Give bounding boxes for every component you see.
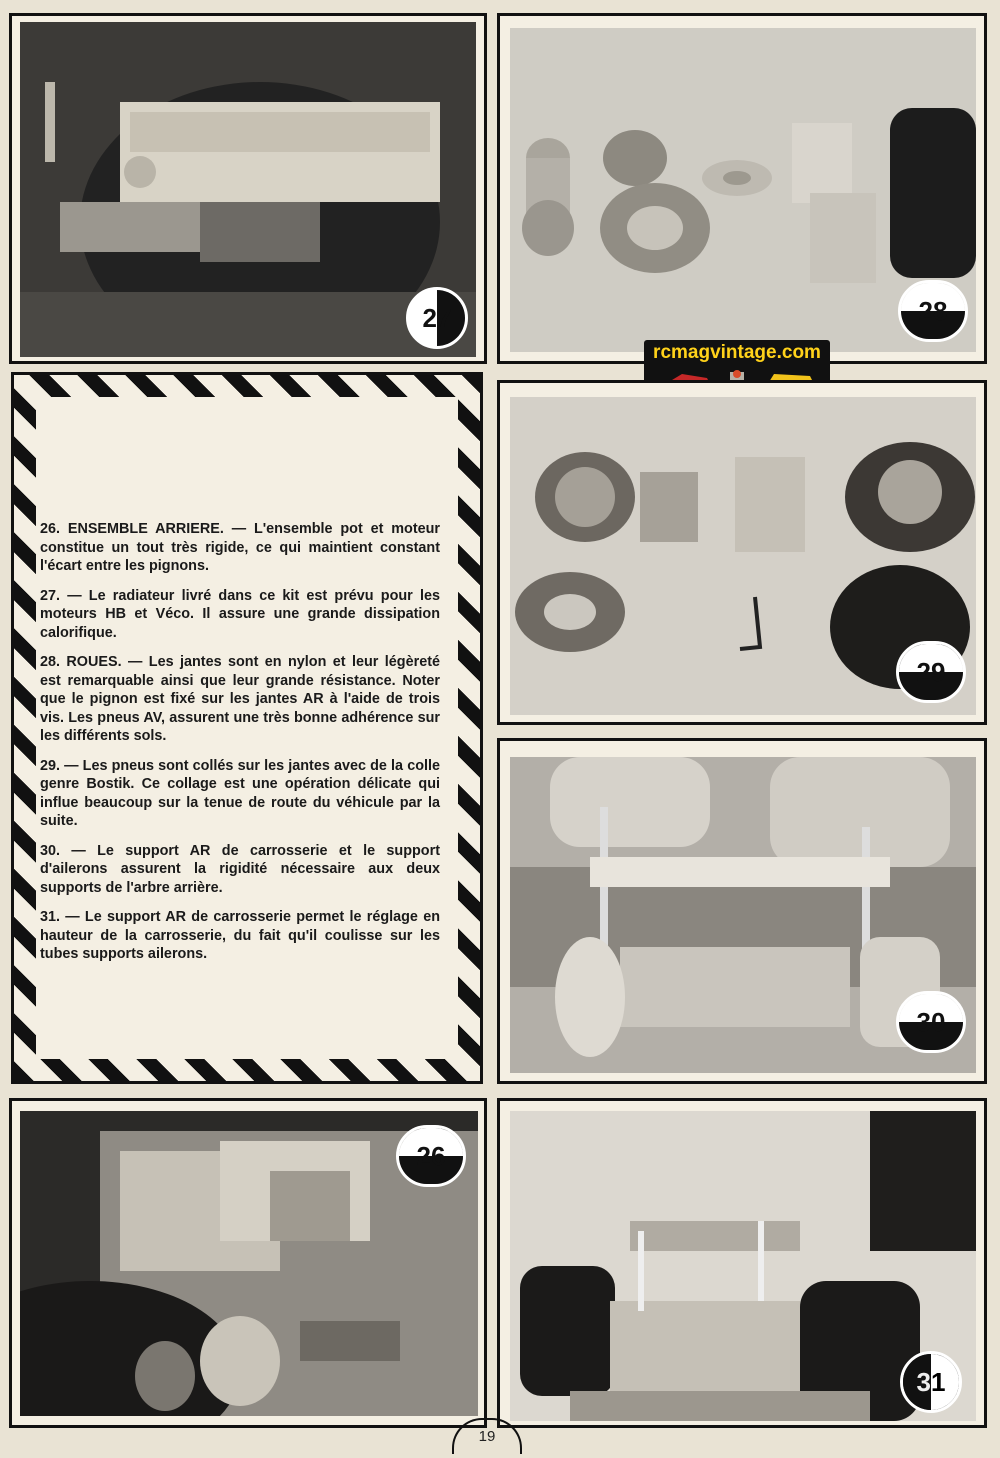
photo-number-badge-29: 29 <box>896 641 966 703</box>
paragraph-27: 27. — Le radiateur livré dans ce kit est prévu pour les moteurs HB et Véco. Il assure une grande dissipation calorifique. <box>40 587 440 641</box>
photo-30-rear-support <box>510 757 976 1073</box>
photo-frame-31 <box>497 1098 987 1428</box>
photo-frame-30 <box>497 738 987 1084</box>
photo-28-wheel-parts <box>510 28 976 352</box>
photo-27-engine-radiator <box>20 22 476 357</box>
photo-29-wheels <box>510 397 976 715</box>
photo-31-body-support <box>510 1111 976 1421</box>
photo-frame-26 <box>9 1098 487 1428</box>
photo-number-badge-28: 28 <box>898 280 968 342</box>
paragraph-29: 29. — Les pneus sont collés sur les jantes avec de la colle genre Bostik. Ce collage est une opération délicate qui influe beaucoup sur la tenue de route du véhicule par la suite. <box>40 757 440 829</box>
photo-number-badge-30: 30 <box>896 991 966 1053</box>
photo-number-badge-31: 31 <box>900 1351 962 1413</box>
paragraph-31: 31. — Le support AR de carrosserie permet le réglage en hauteur de la carrosserie, du fait qu'il coulisse sur les tubes supports ailerons. <box>40 909 440 962</box>
page-number: 19 <box>452 1418 522 1454</box>
photo-frame-29 <box>497 380 987 725</box>
photo-number-badge-27: 27 <box>406 287 468 349</box>
paragraph-26: 26. ENSEMBLE ARRIERE. — L'ensemble pot et moteur constitue un tout très rigide, ce qui maintient constant l'écart entre les pignons. <box>40 521 440 574</box>
paragraph-30: 30. — Le support AR de carrosserie et le support d'ailerons assurent la rigidité nécessaire aux deux supports de l'arbre arrière. <box>40 842 440 896</box>
paragraph-28: 28. ROUES. — Les jantes sont en nylon et leur légèreté est remarquable ainsi que leur grande résistance. Noter que le pignon est fixé sur les jantes AR à l'aide de trois vis. Les pneus AV, assurent une très bonne adhérence sur les différents sols. <box>40 654 440 744</box>
photo-frame-28 <box>497 13 987 364</box>
photo-26-rear-assembly <box>20 1111 478 1416</box>
photo-number-badge-26: 26 <box>396 1125 466 1187</box>
photo-frame-27 <box>9 13 487 364</box>
article-body <box>40 520 440 975</box>
logo-title: rcmagvintage.com <box>653 342 821 363</box>
